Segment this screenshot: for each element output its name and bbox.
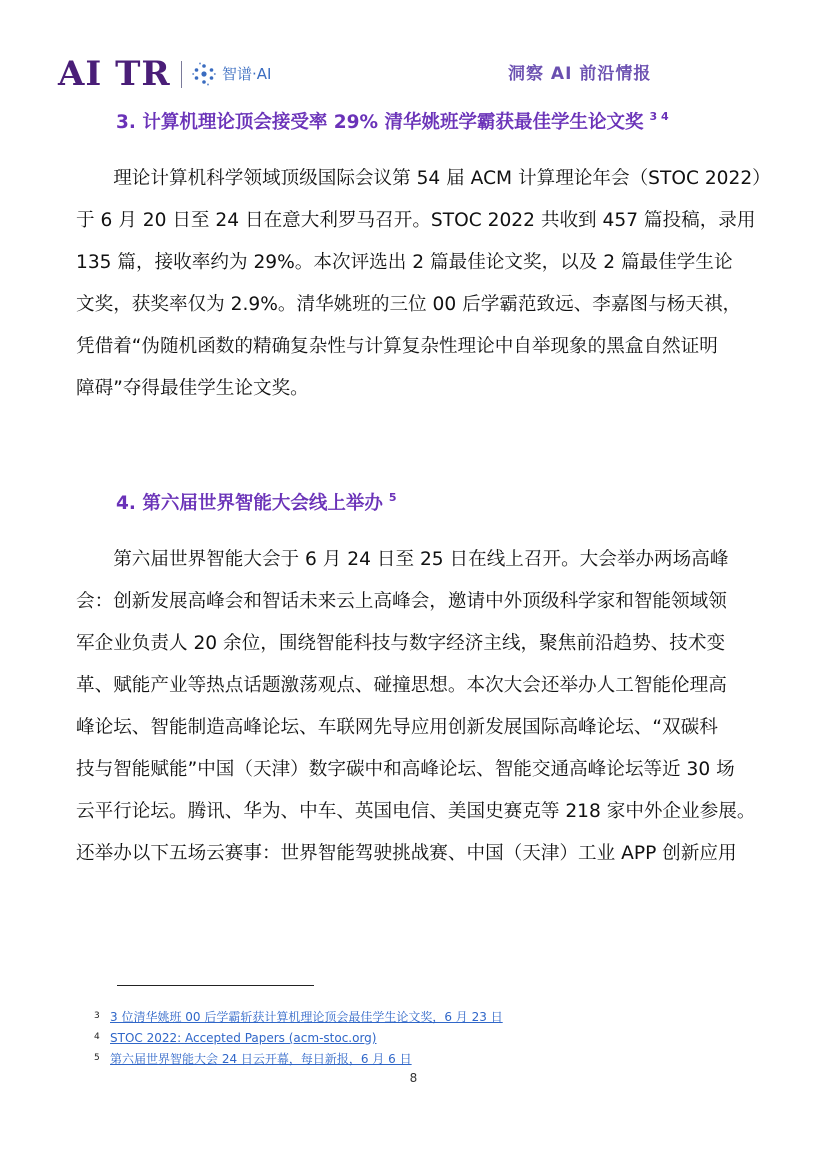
paragraph-line: 障碍”夺得最佳学生论文奖。 (76, 378, 309, 399)
paragraph-line: 文奖，获奖率仅为 2.9%。清华姚班的三位 00 后学霸范致远、李嘉图与杨天祺， (76, 294, 742, 315)
dots-cluster-icon (192, 62, 216, 86)
footnote-link[interactable]: 第六届世界智能大会 24 日云开幕，每日新报，6 月 6 日 (110, 1052, 412, 1066)
zhipu-ai-logo-text: 智谱·AI (222, 65, 272, 83)
footnote (94, 1048, 754, 1069)
paragraph-line: 于 6 月 20 日至 24 日在意大利罗马召开。STOC 2022 共收到 457 篇投稿，录用 (76, 210, 756, 231)
paragraph-line: 还举办以下五场云赛事：世界智能驾驶挑战赛、中国（天津）工业 APP 创新应用 (76, 843, 737, 864)
paragraph-line: 会：创新发展高峰会和智话未来云上高峰会，邀请中外顶级科学家和智能领域领 (76, 591, 727, 612)
section-heading-text: 4. 第六届世界智能大会线上举办 (116, 493, 383, 514)
paragraph-line: 第六届世界智能大会于 6 月 24 日至 25 日在线上召开。大会举办两场高峰 (76, 549, 729, 570)
footnote-ref[interactable]: 5 (388, 491, 397, 504)
footnote-link[interactable]: 3 位清华姚班 00 后学霸斩获计算机理论顶会最佳学生论文奖，6 月 23 日 (110, 1010, 503, 1024)
section-heading-text: 3. 计算机理论顶会接受率 29% 清华姚班学霸获最佳学生论文奖 (116, 112, 644, 133)
section-heading-3 (116, 103, 669, 137)
header-tagline: 洞察 AI 前沿情报 (508, 64, 652, 84)
footnote (94, 1027, 754, 1048)
footnote-link[interactable]: STOC 2022: Accepted Papers (acm-stoc.org) (110, 1031, 377, 1045)
footnote-number: 5 (94, 1053, 100, 1063)
paragraph-line: 云平行论坛。腾讯、华为、中车、英国电信、美国史赛克等 218 家中外企业参展。 (76, 801, 756, 822)
paragraph-line: 理论计算机科学领域顶级国际会议第 54 届 ACM 计算理论年会（STOC 2022） (76, 168, 771, 189)
footnote-number: 3 (94, 1011, 100, 1021)
paragraph-stoc (76, 158, 771, 410)
paragraph-line: 凭借着“伪随机函数的精确复杂性与计算复杂性理论中自举现象的黑盒自然证明 (76, 336, 718, 357)
paragraph-line: 军企业负责人 20 余位，围绕智能科技与数字经济主线，聚焦前沿趋势、技术变 (76, 633, 726, 654)
page-number: 8 (409, 1071, 418, 1085)
paragraph-line: 革、赋能产业等热点话题激荡观点、碰撞思想。本次大会还举办人工智能伦理高 (76, 675, 727, 696)
paragraph-world-intelligence-congress (76, 539, 756, 875)
paragraph-line: 135 篇，接收率约为 29%。本次评选出 2 篇最佳论文奖，以及 2 篇最佳学生论 (76, 252, 733, 273)
footnote-ref[interactable]: 3 4 (649, 110, 669, 123)
page-header (0, 0, 827, 100)
footnote-number: 4 (94, 1032, 100, 1042)
footnotes (94, 1006, 754, 1069)
footnote (94, 1006, 754, 1027)
aitr-logo: AI TR (58, 54, 171, 94)
paragraph-line: 峰论坛、智能制造高峰论坛、车联网先导应用创新发展国际高峰论坛、“双碳科 (76, 717, 718, 738)
paragraph-line: 技与智能赋能”中国（天津）数字碳中和高峰论坛、智能交通高峰论坛等近 30 场 (76, 759, 735, 780)
footnote-divider (117, 985, 314, 986)
section-heading-4 (116, 484, 397, 518)
logo-divider (181, 61, 182, 88)
